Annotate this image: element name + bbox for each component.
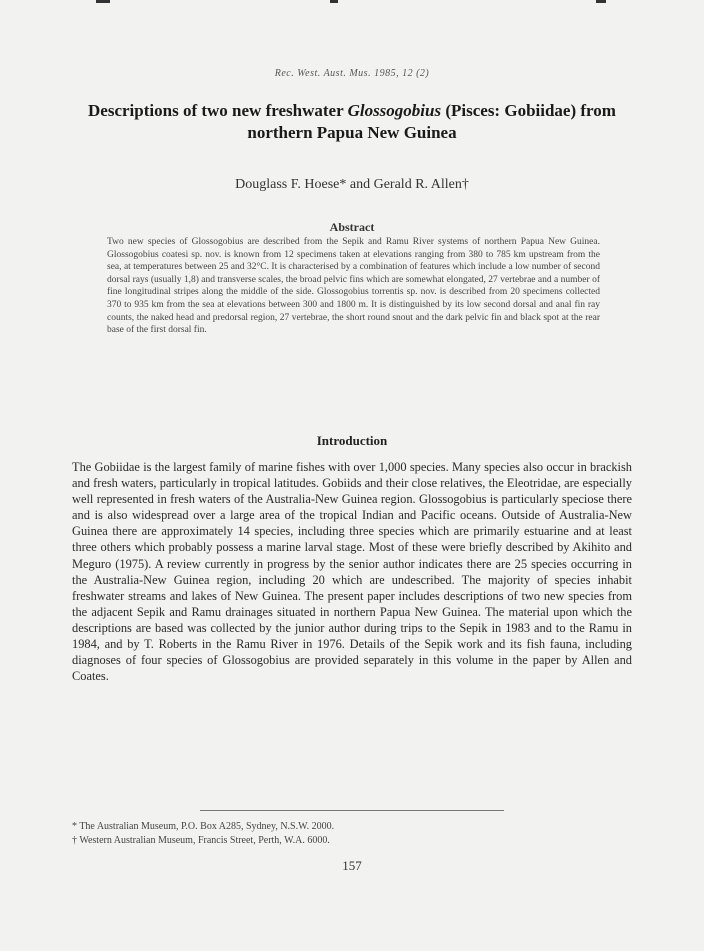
running-head: Rec. West. Aust. Mus. 1985, 12 (2) — [274, 68, 430, 79]
paper-title — [60, 100, 644, 144]
scan-mark-right — [596, 0, 606, 3]
abstract-heading: Abstract — [329, 220, 375, 234]
scan-mark-center — [330, 0, 338, 3]
scan-mark-left — [96, 0, 110, 3]
page-number: 157 — [342, 858, 362, 873]
introduction-heading: Introduction — [316, 433, 388, 448]
footnote-divider — [200, 810, 504, 811]
title-prefix: Descriptions of two new freshwater — [88, 101, 348, 120]
introduction-text: The Gobiidae is the largest family of marine fishes with over 1,000 species. Many species also occur in brackish and fresh waters, particularly in tropical latitudes. Gobiids and their close relatives, the Eleotridae, are especially well represented in fresh waters of the Australia-New Guinea region. Glossogobius is particularly speciose there and is also widespread over a large area of the tropical Indian and Pacific oceans. Outside of Australia-New Guinea there are approximately 14 species, including three species which are primarily estuarine and at least three others which probably possess a marine larval stage. Most of these were briefly described by Akihito and Meguro (1975). A review currently in progress by the senior author indicates there are 25 species occurring in the Australia-New Guinea region, including 20 which are undescribed. The majority of species inhabit freshwater streams and lakes of New Guinea. The present paper includes descriptions of two new species from the adjacent Sepik and Ramu drainages situated in northern Papua New Guinea. The material upon which the descriptions are based was collected by the junior author during trips to the Sepik in 1983 and to the Ramu in 1984, and by T. Roberts in the Ramu River in 1976. Details of the Sepik work and its fish fauna, including diagnoses of four species of Glossogobius are provided separately in this volume in the paper by Allen and Coates. — [72, 460, 632, 684]
abstract-text: Two new species of Glossogobius are described from the Sepik and Ramu River systems of northern Papua New Guinea. Glossogobius coatesi sp. nov. is known from 12 specimens taken at elevations ranging from 380 to 785 km upstream from the sea, at temperatures between 25 and 32°C. It is characterised by a combination of features which include a low number of second dorsal rays (usually 1,8) and transverse scales, the broad pelvic fins which are somewhat elongated, 27 vertebrae and a number of fine longitudinal stripes along the middle of the side. Glossogobius torrentis sp. nov. is described from 20 specimens collected 370 to 935 km from the sea at elevations between 300 and 1800 m. It is distinguished by its low second dorsal and anal fin ray counts, the naked head and predorsal region, 27 vertebrae, the short round snout and the dark pelvic fin and black spot at the rear base of the first dorsal fin. — [107, 237, 600, 336]
title-genus: Glossogobius — [347, 101, 442, 120]
title-suffix: (Pisces: Gobiidae) from northern Papua New Guinea — [247, 101, 616, 142]
footnotes — [72, 820, 632, 848]
footnote-2: † Western Australian Museum, Francis Street, Perth, W.A. 6000. — [72, 835, 330, 846]
authors: Douglass F. Hoese* and Gerald R. Allen† — [235, 177, 469, 192]
footnote-1: * The Australian Museum, P.O. Box A285, Sydney, N.S.W. 2000. — [72, 821, 335, 832]
